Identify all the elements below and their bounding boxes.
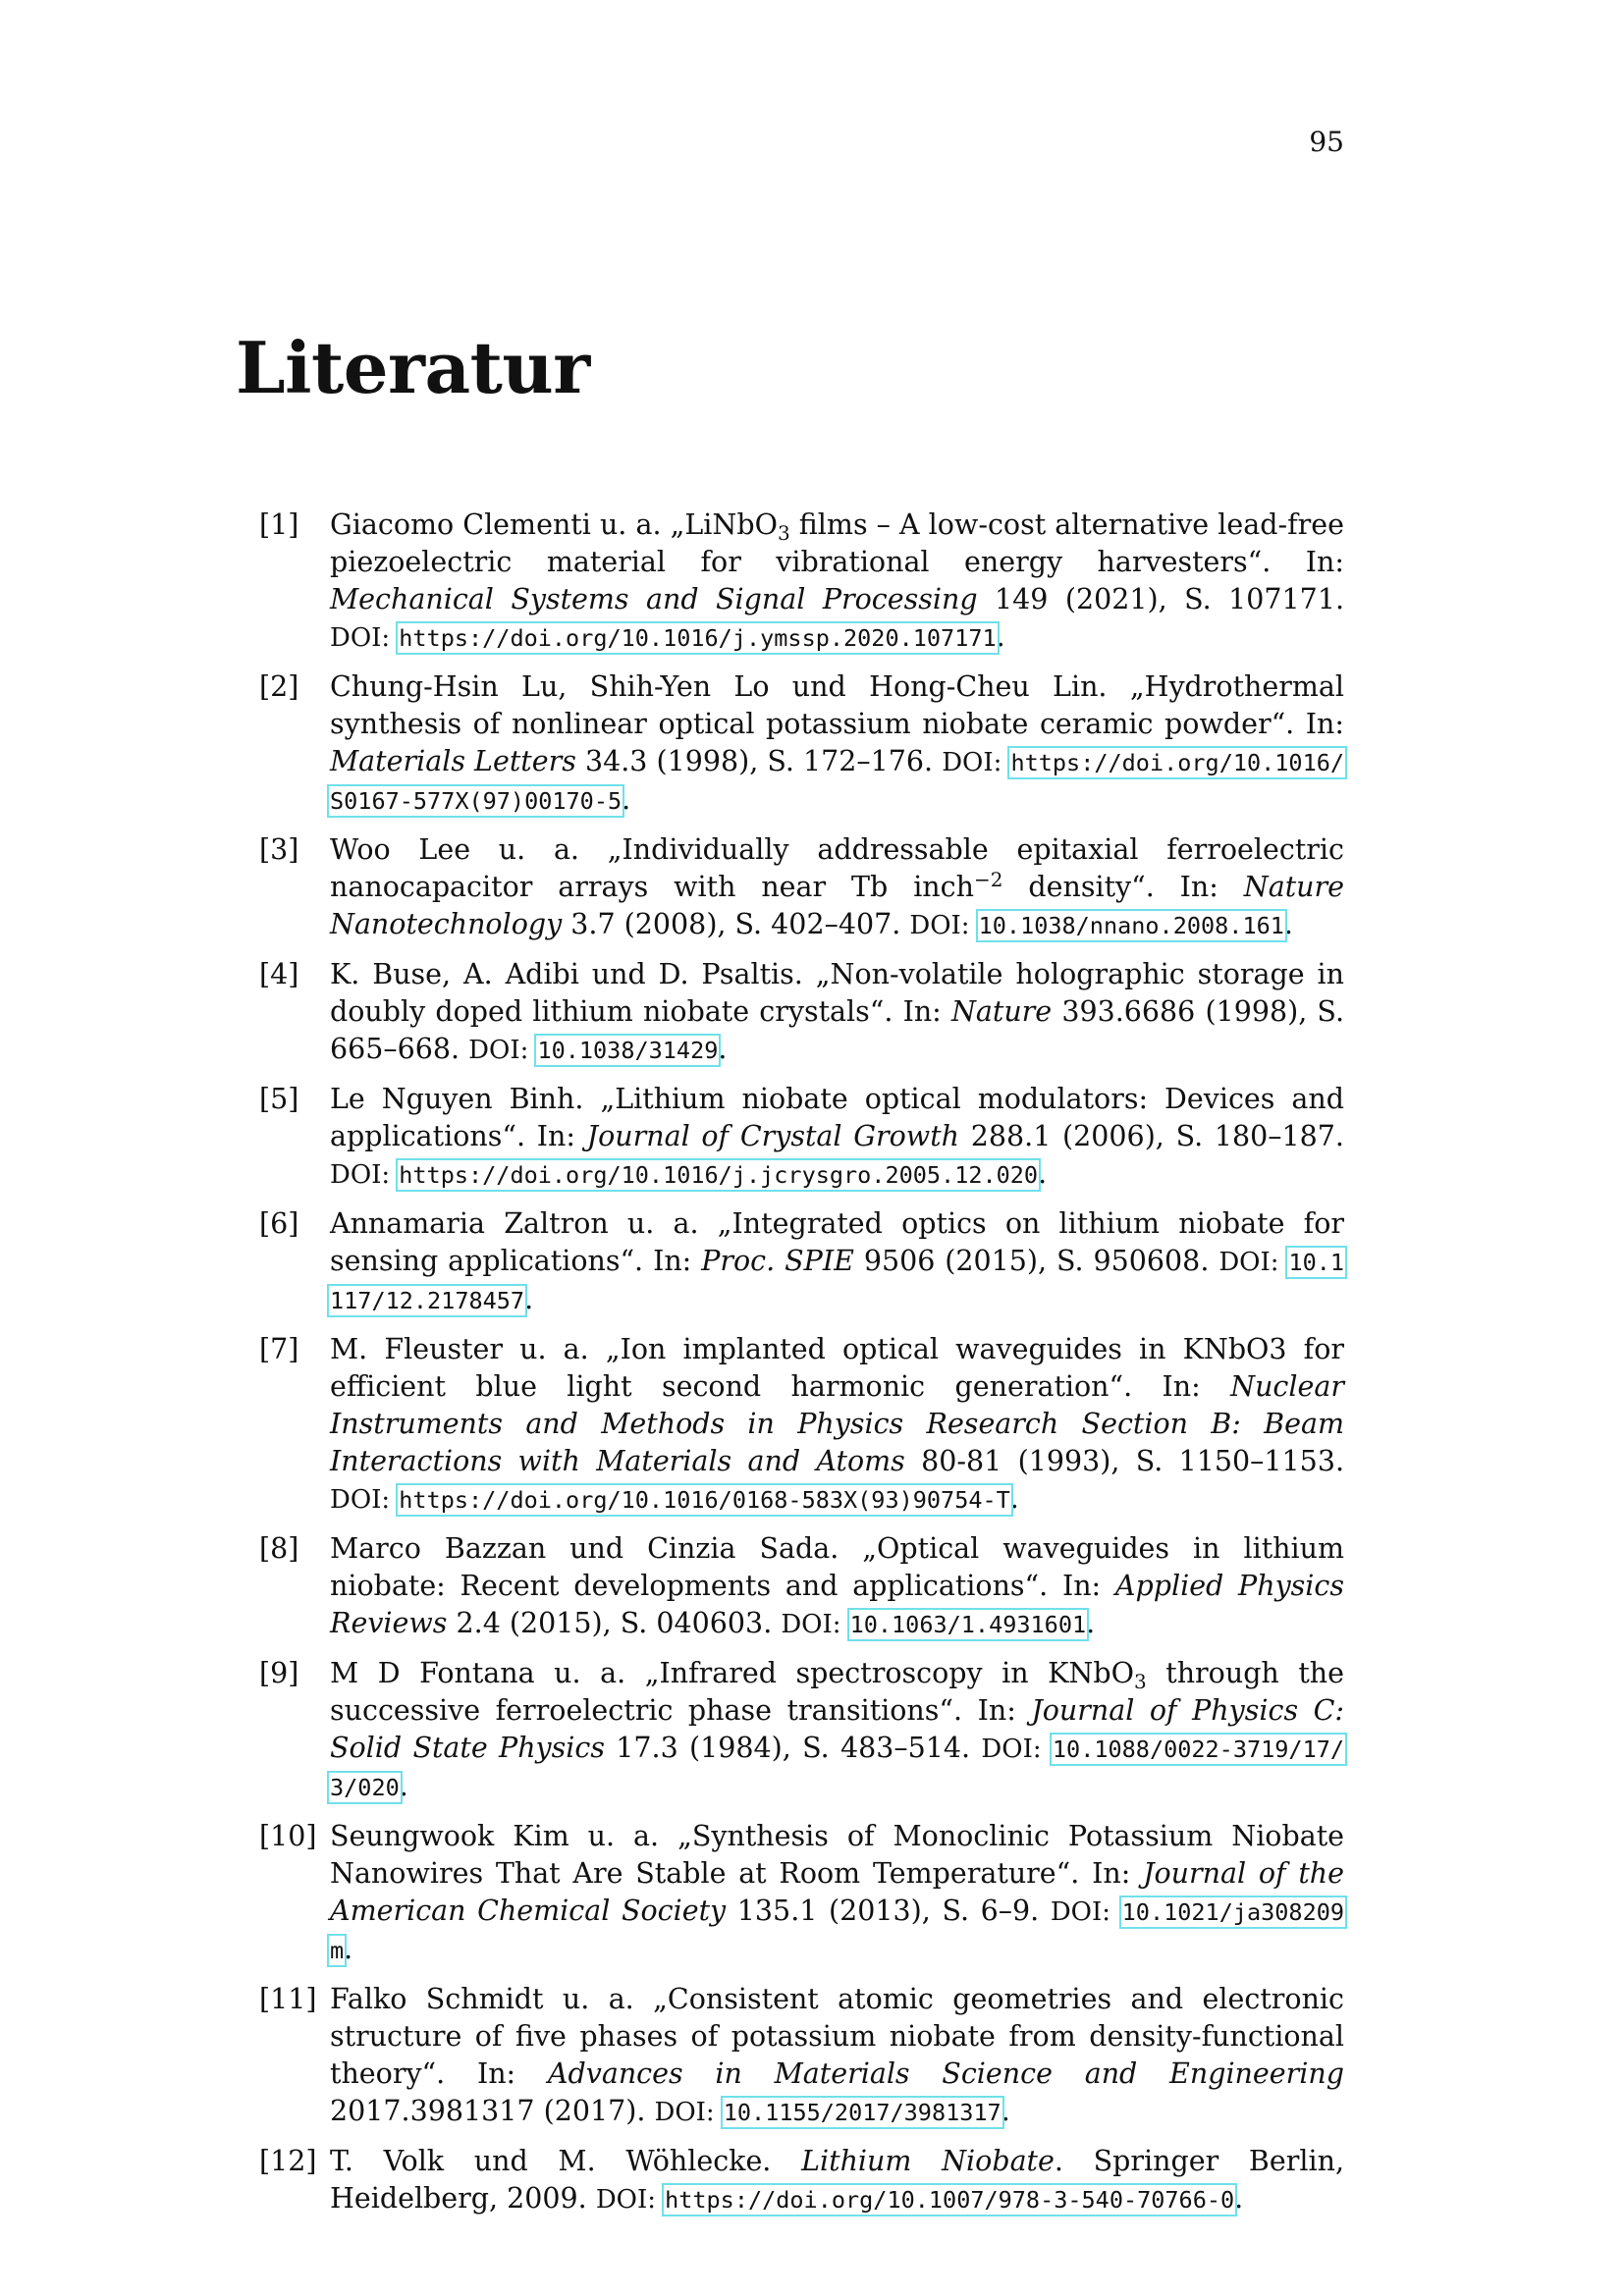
doi-label: DOI: [330, 1160, 391, 1190]
reference-journal: Nature Nanotechnology [330, 871, 1345, 940]
reference-in-label: In: [1305, 546, 1345, 578]
reference-details: 34.3 (1998), S. 172–176. [584, 745, 934, 777]
reference-authors: Falko Schmidt u. a. [330, 1983, 634, 2015]
doi-label: DOI: [330, 623, 391, 653]
reference-in-label: In: [653, 1245, 692, 1277]
doi-label: DOI: [909, 911, 970, 940]
reference-number: [8] [259, 1532, 299, 1565]
reference-authors: Seungwook Kim u. a. [330, 1820, 660, 1852]
doi-link[interactable]: 10.1038/nnano.2008.161 [978, 912, 1284, 939]
doi-link[interactable]: 10.1155/2017/3981317 [723, 2099, 1001, 2126]
reference-title: „Lithium niobate optical modulators: Devices and applications“. [330, 1083, 1344, 1152]
reference-title: „Optical waveguides in lithium niobate: Recent developments and applications“. [330, 1532, 1344, 1602]
reference-journal: Advances in Materials Science and Engineering [547, 2057, 1344, 2090]
doi-label: DOI: [595, 2185, 657, 2215]
reference-details: 149 (2021), S. 107171. [995, 583, 1345, 615]
doi-label: DOI: [981, 1735, 1042, 1764]
reference-details: 17.3 (1984), S. 483–514. [616, 1732, 971, 1764]
reference-item: [7] M. Fleuster u. a. „Ion implanted optical waveguides in KNbO3 for efficient blue light second harmonic generation“. In: Nuclear Instruments and Methods in Physics Research Section B: Beam Interactions with Materials and Atoms 80-81 (1993), S. 1150–1153. DOI: https://doi.org/10.1016/0168-583X(93)90754-T. [259, 1333, 1345, 1515]
reference-journal: Journal of the American Chemical Society [330, 1857, 1344, 1927]
reference-authors: T. Volk und M. Wöhlecke. [330, 2145, 772, 2177]
reference-journal: Journal of Crystal Growth [586, 1120, 960, 1152]
reference-number: [9] [259, 1657, 299, 1689]
reference-number: [2] [259, 670, 299, 703]
reference-item: [2] Chung-Hsin Lu, Shih-Yen Lo und Hong-Cheu Lin. „Hydrothermal synthesis of nonlinear optical potassium niobate ceramic powder“. In: Materials Letters 34.3 (1998), S. 172–176. DOI: https://doi.org/10.1016/S0167-577X(97)00170-5. [259, 670, 1345, 816]
reference-authors: Marco Bazzan und Cinzia Sada. [330, 1532, 839, 1565]
reference-in-label: In: [1305, 708, 1344, 740]
reference-journal: Nuclear Instruments and Methods in Physics Research Section B: Beam Interactions with Materials and Atoms [330, 1370, 1344, 1477]
doi-link[interactable]: https://doi.org/10.1007/978-3-540-70766-0 [665, 2186, 1235, 2214]
reference-title: „Hydrothermal synthesis of nonlinear optical potassium niobate ceramic powder“. [330, 670, 1345, 740]
reference-publisher: . Springer Berlin, Heidelberg, 2009. [330, 2145, 1345, 2215]
doi-link[interactable]: 10.1063/1.4931601 [849, 1611, 1087, 1638]
reference-number: [1] [259, 508, 299, 541]
reference-item: [10] Seungwook Kim u. a. „Synthesis of Monoclinic Potassium Niobate Nanowires That Are Stable at Room Temperature“. In: Journal of the American Chemical Society 135.1 (2013), S. 6–9. DOI: 10.1021/ja308209m. [259, 1820, 1345, 1965]
reference-in-label: In: [476, 2057, 516, 2090]
reference-title: „Synthesis of Monoclinic Potassium Niobate Nanowires That Are Stable at Room Temperature“. [330, 1820, 1345, 1890]
reference-item: [8] Marco Bazzan und Cinzia Sada. „Optical waveguides in lithium niobate: Recent developments and applications“. In: Applied Physics Reviews 2.4 (2015), S. 040603. DOI: 10.1063/1.4931601. [259, 1532, 1344, 1639]
reference-number: [12] [259, 2145, 317, 2177]
reference-title: „Non-volatile holographic storage in doubly doped lithium niobate crystals“. [330, 958, 1345, 1028]
reference-journal: Materials Letters [330, 745, 576, 777]
reference-in-label: In: [902, 995, 942, 1028]
reference-in-label: In: [536, 1120, 575, 1152]
reference-authors: Chung-Hsin Lu, Shih-Yen Lo und Hong-Cheu Lin. [330, 670, 1108, 703]
doi-label: DOI: [330, 1485, 391, 1515]
reference-in-label: In: [1061, 1570, 1102, 1602]
doi-label: DOI: [1218, 1248, 1279, 1277]
doi-link[interactable]: 10.1038/31429 [537, 1037, 719, 1064]
reference-number: [6] [259, 1207, 299, 1240]
doi-label: DOI: [1050, 1897, 1111, 1927]
reference-details: 9506 (2015), S. 950608. [863, 1245, 1210, 1277]
doi-label: DOI: [781, 1610, 841, 1639]
page-number: 95 [1309, 126, 1344, 158]
reference-in-label: In: [977, 1694, 1016, 1727]
reference-title: „LiNbO$_3$ films – A low-cost alternative lead-free piezoelectric material for vibrational energy harvesters“. [330, 508, 1345, 578]
reference-authors: K. Buse, A. Adibi und D. Psaltis. [330, 958, 803, 990]
page-title: Literatur [236, 326, 590, 409]
doi-label: DOI: [942, 748, 1002, 777]
reference-item: [11] Falko Schmidt u. a. „Consistent atomic geometries and electronic structure of five phases of potassium niobate from density-functional theory“. In: Advances in Materials Science and Engineering 2017.3981317 (2017). DOI: 10.1155/2017/3981317. [259, 1983, 1345, 2127]
reference-journal: Journal of Physics C: Solid State Physics [330, 1694, 1345, 1764]
doi-link[interactable]: 10.1088/0022-3719/17/3/020 [330, 1735, 1345, 1801]
reference-item: [3] Woo Lee u. a. „Individually addressable epitaxial ferroelectric nanocapacitor arrays with near Tb inch$^{-2}$ density“. In: Nature Nanotechnology 3.7 (2008), S. 402–407. DOI: 10.1038/nnano.2008.161. [259, 833, 1345, 940]
reference-details: 3.7 (2008), S. 402–407. [570, 908, 901, 940]
reference-item: [9] M D Fontana u. a. „Infrared spectroscopy in KNbO$_3$ through the successive ferroelectric phase transitions“. In: Journal of Physics C: Solid State Physics 17.3 (1984), S. 483–514. DOI: 10.1088/0022-3719/17/3/020. [259, 1657, 1345, 1802]
reference-title: „Consistent atomic geometries and electronic structure of five phases of potassium niobate from density-functional theory“. [330, 1983, 1345, 2090]
doi-link[interactable]: https://doi.org/10.1016/0168-583X(93)90754-T [399, 1486, 1010, 1514]
reference-details: 135.1 (2013), S. 6–9. [736, 1895, 1040, 1927]
doi-link[interactable]: https://doi.org/10.1016/j.jcrysgro.2005.12.020 [399, 1161, 1039, 1189]
doi-link[interactable]: https://doi.org/10.1016/j.ymssp.2020.107171 [399, 624, 997, 652]
reference-authors: Annamaria Zaltron u. a. [330, 1207, 699, 1240]
reference-details: 2.4 (2015), S. 040603. [456, 1607, 773, 1639]
reference-details: 80-81 (1993), S. 1150–1153. [921, 1445, 1345, 1477]
reference-number: [4] [259, 958, 299, 990]
doi-label: DOI: [654, 2098, 715, 2127]
reference-item: [5] Le Nguyen Binh. „Lithium niobate optical modulators: Devices and applications“. In: Journal of Crystal Growth 288.1 (2006), S. 180–187. DOI: https://doi.org/10.1016/j.jcrysgro.2005.12.020. [259, 1083, 1344, 1190]
reference-details: 393.6686 (1998), S. 665–668. [330, 995, 1345, 1065]
reference-details: 2017.3981317 (2017). [330, 2095, 646, 2127]
reference-journal: Nature [950, 995, 1053, 1028]
reference-details: 288.1 (2006), S. 180–187. [970, 1120, 1344, 1152]
reference-title: „Integrated optics on lithium niobate for sensing applications“. [330, 1207, 1344, 1277]
reference-authors: Le Nguyen Binh. [330, 1083, 584, 1115]
reference-journal: Proc. SPIE [701, 1245, 854, 1277]
reference-number: [7] [259, 1333, 299, 1365]
reference-list [236, 507, 1344, 2230]
reference-journal: Applied Physics Reviews [330, 1570, 1344, 1639]
reference-title: „Individually addressable epitaxial ferroelectric nanocapacitor arrays with near Tb inch$^{-2}$ density“. [330, 833, 1344, 903]
reference-number: [11] [259, 1983, 317, 2015]
reference-title: „Ion implanted optical waveguides in KNbO3 for efficient blue light second harmonic generation“. [330, 1333, 1344, 1403]
reference-number: [10] [259, 1820, 317, 1852]
doi-link[interactable]: 10.1117/12.2178457 [330, 1249, 1345, 1314]
reference-book-title: Lithium Niobate [801, 2145, 1055, 2177]
doi-link[interactable]: https://doi.org/10.1016/S0167-577X(97)00170-5 [330, 749, 1345, 815]
reference-in-label: In: [1092, 1857, 1131, 1890]
reference-in-label: In: [1162, 1370, 1201, 1403]
reference-authors: Woo Lee u. a. [330, 833, 579, 866]
reference-in-label: In: [1179, 871, 1218, 903]
reference-number: [3] [259, 833, 299, 866]
reference-item: [1] Giacomo Clementi u. a. „LiNbO$_3$ films – A low-cost alternative lead-free piezoelectric material for vibrational energy harvesters“. In: Mechanical Systems and Signal Processing 149 (2021), S. 107171. DOI: https://doi.org/10.1016/j.ymssp.2020.107171. [259, 508, 1345, 653]
doi-link[interactable]: 10.1021/ja308209m [330, 1898, 1345, 1964]
reference-journal: Mechanical Systems and Signal Processing [330, 583, 978, 615]
doi-label: DOI: [468, 1036, 529, 1065]
reference-authors: Giacomo Clementi u. a. [330, 508, 662, 541]
reference-title: „Infrared spectroscopy in KNbO$_3$ through the successive ferroelectric phase transitions“. [330, 1657, 1345, 1727]
reference-item: [12] T. Volk und M. Wöhlecke. Lithium Niobate. Springer Berlin, Heidelberg, 2009. DOI: https://doi.org/10.1007/978-3-540-70766-0. [259, 2145, 1345, 2215]
reference-item: [4] K. Buse, A. Adibi und D. Psaltis. „Non-volatile holographic storage in doubly doped lithium niobate crystals“. In: Nature 393.6686 (1998), S. 665–668. DOI: 10.1038/31429. [259, 958, 1345, 1065]
reference-authors: M D Fontana u. a. [330, 1657, 626, 1689]
reference-authors: M. Fleuster u. a. [330, 1333, 589, 1365]
reference-number: [5] [259, 1083, 299, 1115]
reference-item: [6] Annamaria Zaltron u. a. „Integrated optics on lithium niobate for sensing applications“. In: Proc. SPIE 9506 (2015), S. 950608. DOI: 10.1117/12.2178457. [259, 1207, 1345, 1315]
